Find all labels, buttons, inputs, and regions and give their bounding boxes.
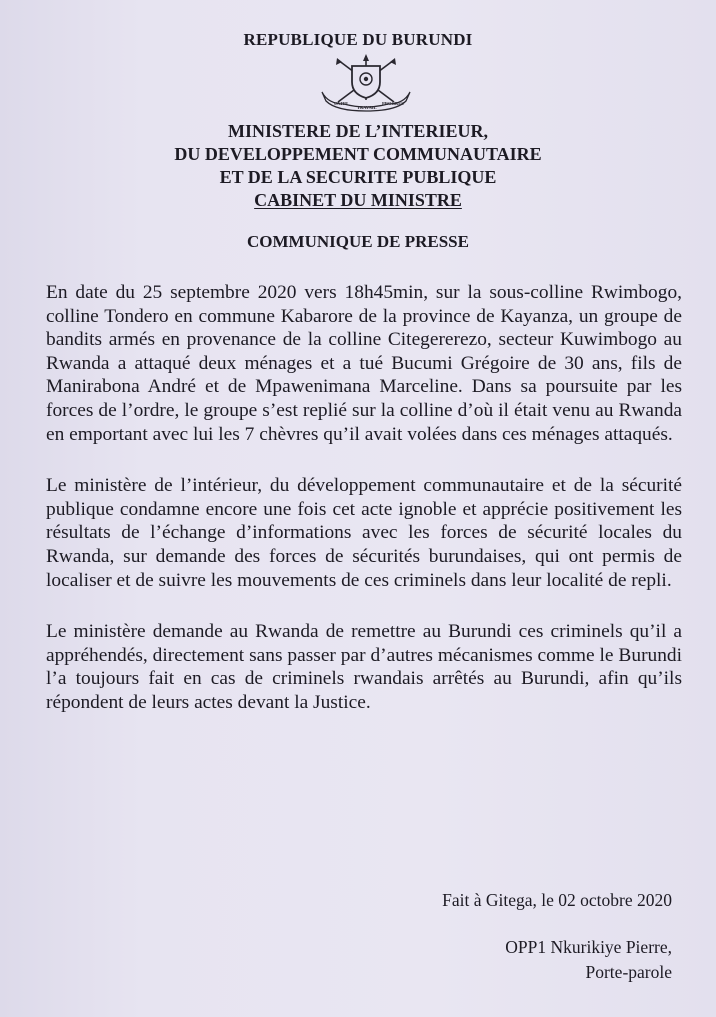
signatory-name: OPP1 Nkurikiye Pierre,	[505, 937, 672, 957]
paragraph-3: Le ministère demande au Rwanda de remettre au Burundi ces criminels qu’il a appréhendés, directement sans passer par d’autres mécanismes comme le Burundi l’a toujours fait en cas de criminels rwandais arrêtés au Burundi, afin qu’ils répondent de leurs actes devant la Justice.	[46, 621, 682, 713]
ministry-line-1: MINISTERE DE L’INTERIEUR,	[228, 121, 488, 141]
document-title: COMMUNIQUE DE PRESSE	[247, 232, 469, 251]
motto-progres: PROGRES	[382, 101, 404, 106]
republic-heading: REPUBLIQUE DU BURUNDI	[243, 30, 473, 49]
cabinet-heading: CABINET DU MINISTRE	[254, 190, 462, 210]
signature-block	[505, 935, 672, 985]
motto-unite: UNITE	[334, 101, 349, 106]
motto-travail: TRAVAIL	[357, 105, 377, 110]
paragraph-1: En date du 25 septembre 2020 vers 18h45min, sur la sous-colline Rwimbogo, colline Tondero en commune Kabarore de la province de Kayanza, un groupe de bandits armés en provenance de la colline Citegererezo, secteur Kuwimbogo au Rwanda a attaqué deux ménages et a tué Bucumi Grégoire de 30 ans, fils de Manirabona André et de Mpawenimana Marceline. Dans sa poursuite par les forces de l’ordre, le groupe s’est replié sur la colline d’où il était venu au Rwanda en emportant avec lui les 7 chèvres qu’il avait volées dans ces ménages attaqués.	[46, 282, 682, 445]
ministry-line-3: ET DE LA SECURITE PUBLIQUE	[219, 167, 497, 187]
ministry-heading	[0, 120, 716, 212]
signatory-role: Porte-parole	[585, 962, 672, 982]
place-and-date: Fait à Gitega, le 02 octobre 2020	[442, 890, 672, 910]
press-release-body	[46, 281, 682, 743]
ministry-line-2: DU DEVELOPPEMENT COMMUNAUTAIRE	[174, 144, 542, 164]
paragraph-2: Le ministère de l’intérieur, du développement communautaire et de la sécurité publique condamne encore une fois cet acte ignoble et apprécie positivement les résultats de l’échange d’informations avec les forces de sécurité locales du Rwanda, sur demande des forces de sécurités burundaises, qui ont permis de localiser et de suivre les mouvements de ces criminels dans leur localité de repli.	[46, 475, 682, 591]
burundi-coat-of-arms-icon	[316, 54, 416, 112]
